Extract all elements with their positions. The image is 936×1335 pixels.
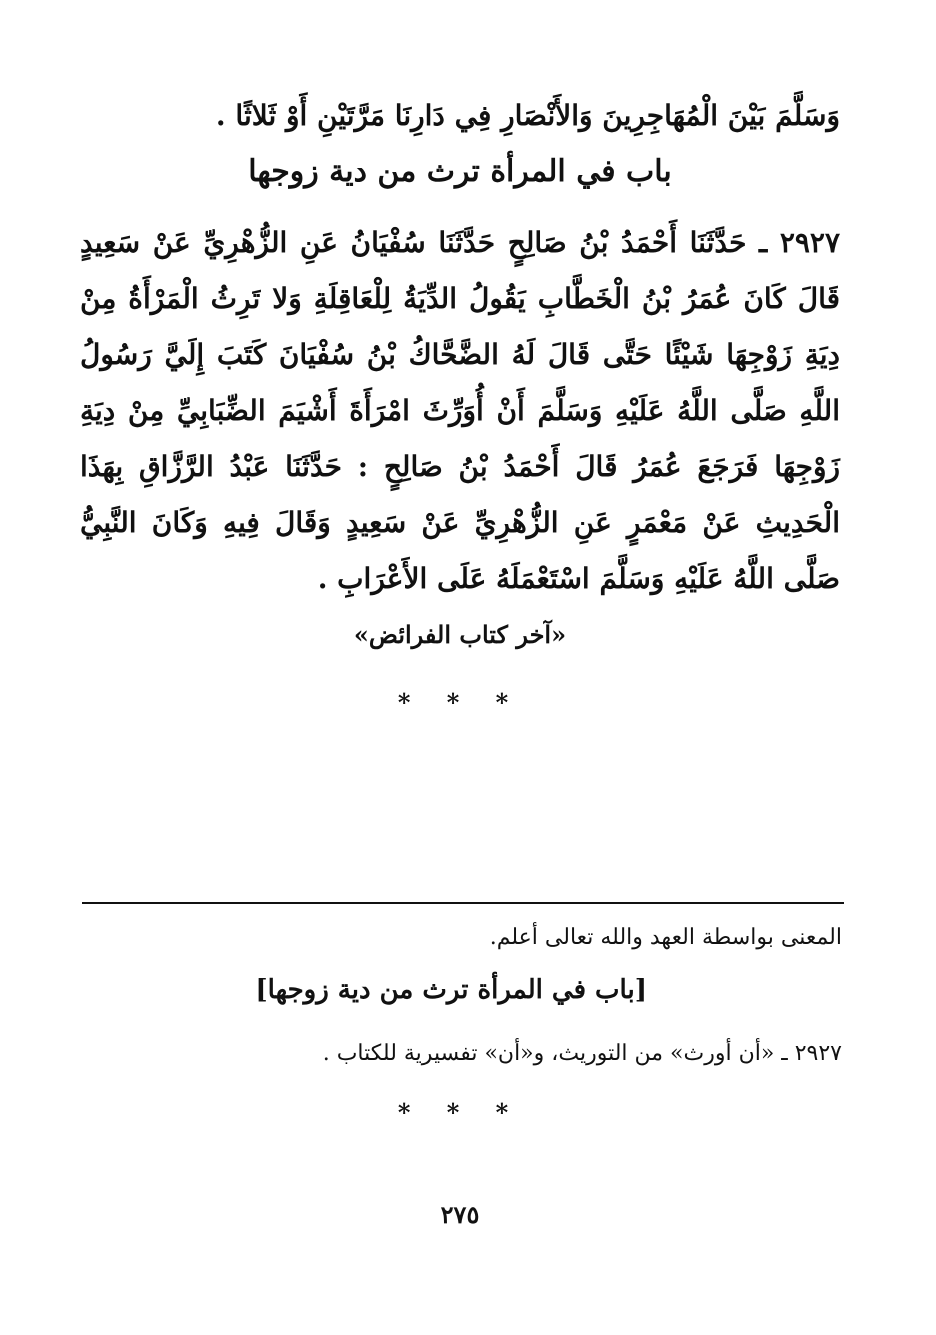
intro-text-line: وَسَلَّمَ بَيْنَ الْمُهَاجِرِينَ وَالأَنْصَارِ فِي دَارِنَا مَرَّتَيْنِ أَوْ ثَلاثًا . [215,99,840,132]
section-separator-stars: * * * [397,688,523,717]
page-number: ٢٧٥ [440,1200,480,1229]
chapter-heading: باب في المرأة ترث من دية زوجها [248,154,672,189]
footnote-line-1: المعنى بواسطة العهد والله تعالى أعلم. [489,925,842,950]
footnote-separator-stars: * * * [397,1098,523,1127]
hadith-paragraph: ٢٩٢٧ ـ حَدَّثَنَا أَحْمَدُ بْنُ صَالِحٍ حَدَّثَنَا سُفْيَانُ عَنِ الزُّهْرِيِّ عَنْ سَعِيدٍ قَالَ كَانَ عُمَرُ بْنُ الْخَطَّابِ يَقُولُ الدِّيَةُ لِلْعَاقِلَةِ وَلا تَرِثُ الْمَرْأَةُ مِنْ دِيَةِ زَوْجِهَا شَيْئًا حَتَّى قَالَ لَهُ الضَّحَّاكُ بْنُ سُفْيَانَ كَتَبَ إِلَيَّ رَسُولُ اللَّهِ صَلَّى اللَّهُ عَلَيْهِ وَسَلَّمَ أَنْ أُوَرِّثَ امْرَأَةَ أَشْيَمَ الضِّبَابِيِّ مِنْ دِيَةِ زَوْجِهَا فَرَجَعَ عُمَرُ قَالَ أَحْمَدُ بْنُ صَالِحٍ : حَدَّثَنَا عَبْدُ الرَّزَّاقِ بِهَذَا الْحَدِيثِ عَنْ مَعْمَرٍ عَنِ الزُّهْرِيِّ عَنْ سَعِيدٍ وَقَالَ فِيهِ وَكَانَ النَّبِيُّ صَلَّى اللَّهُ عَلَيْهِ وَسَلَّمَ اسْتَعْمَلَهُ عَلَى الأَعْرَابِ . [80,226,840,595]
book-end-title: «آخر كتاب الفرائض» [353,620,567,649]
footnote-chapter-heading: [باب في المرأة ترث من دية زوجها] [255,975,647,1005]
footnote-divider [82,902,844,904]
footnote-line-3: ٢٩٢٧ ـ «أن أورث» من التوريث، و«أن» تفسيرية للكتاب . [322,1041,842,1066]
